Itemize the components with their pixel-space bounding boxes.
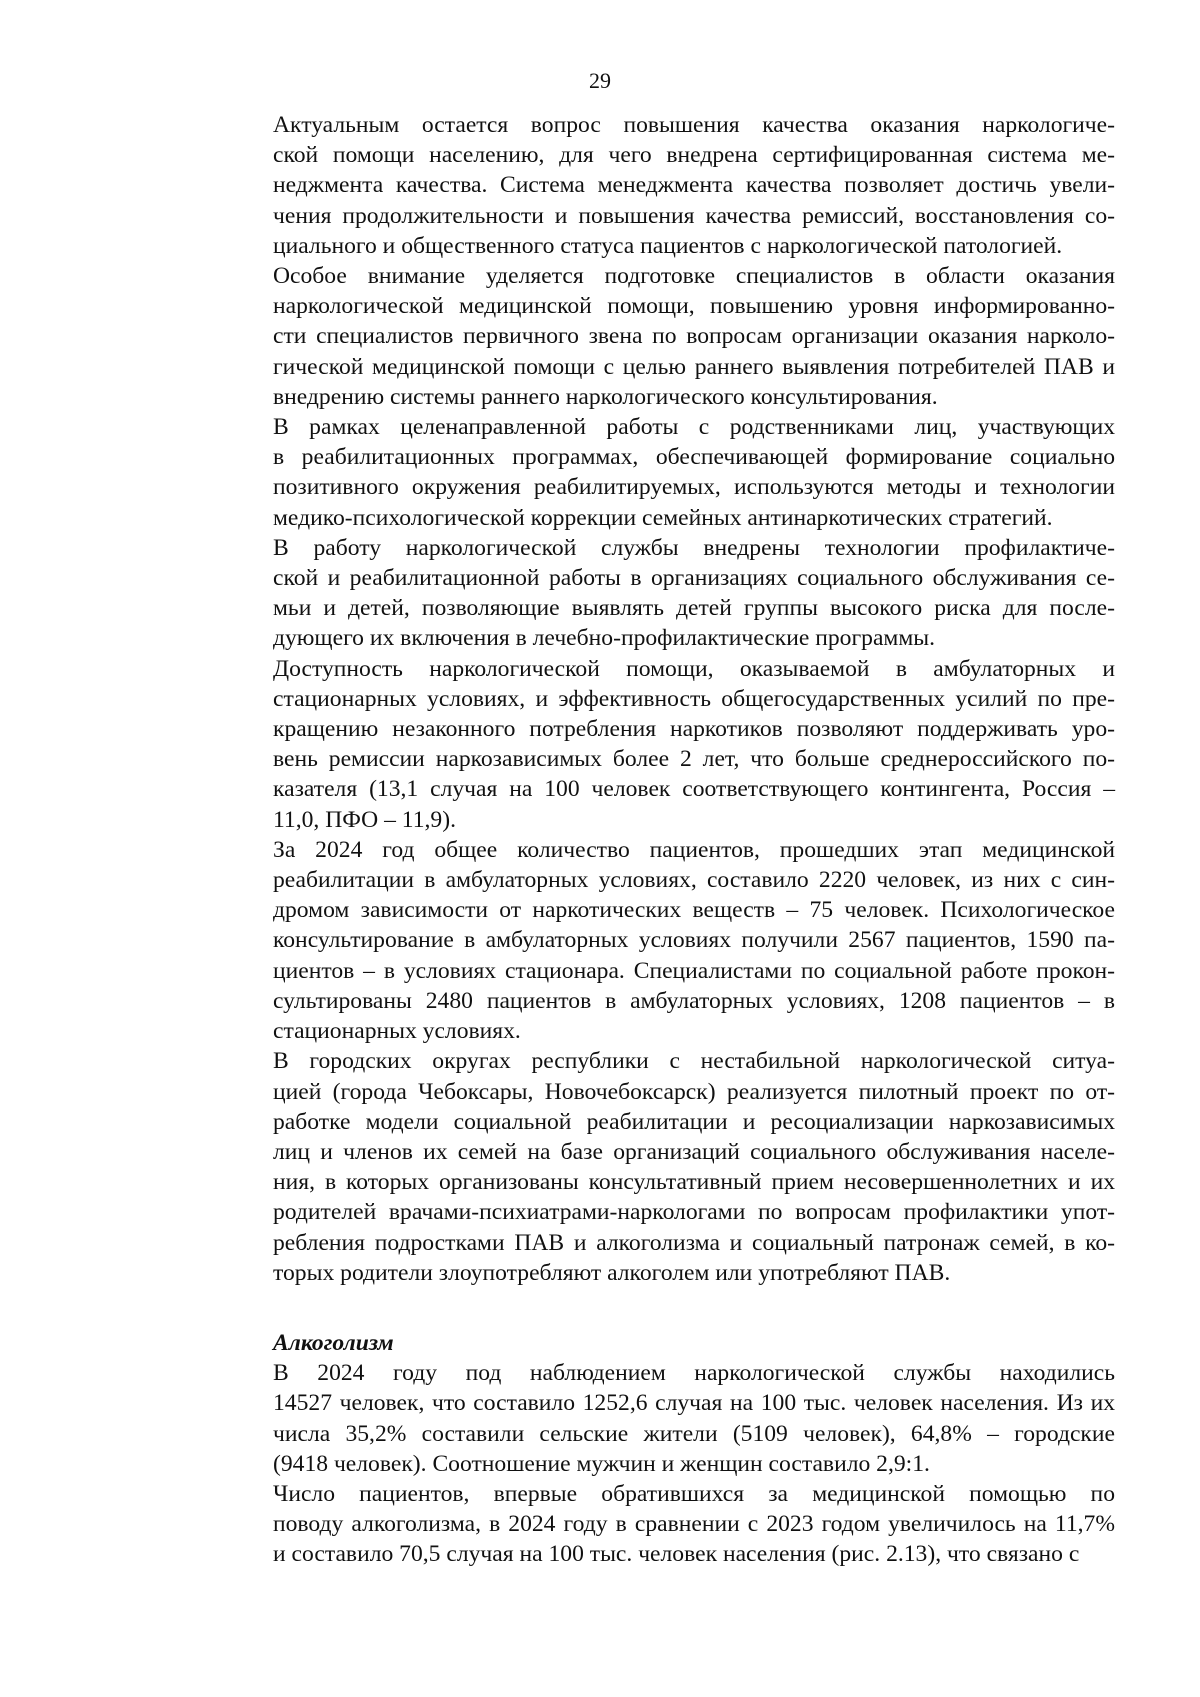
text-line: циентов – в условиях стационара. Специалистами по социальной работе прокон- (273, 957, 1115, 984)
text-line: ния, в которых организованы консультативный прием несовершеннолетних и их (273, 1169, 1115, 1196)
text-line: Особое внимание уделяется подготовке специалистов в области оказания (273, 263, 1115, 290)
text-line: 11,0, ПФО – 11,9). (273, 806, 456, 833)
text-line: 14527 человек, что составило 1252,6 случая на 100 тыс. человек населения. Из их (273, 1390, 1115, 1417)
text-line: В работу наркологической службы внедрены технологии профилактиче- (273, 534, 1115, 561)
text-line: работке модели социальной реабилитации и ресоциализации наркозависимых (273, 1108, 1115, 1135)
page-number: 29 (589, 68, 611, 93)
paragraph (203, 1479, 1115, 1570)
text-line: ребления подростками ПАВ и алкоголизма и социальный патронаж семей, в ко- (273, 1229, 1115, 1256)
text-line: реабилитации в амбулаторных условиях, составило 2220 человек, из них с син- (273, 867, 1115, 894)
text-line: дромом зависимости от наркотических веществ – 75 человек. Психологическое (273, 897, 1115, 924)
text-line: родителей врачами-психиатрами-наркологами по вопросам профилактики упот- (273, 1199, 1115, 1226)
text-line: В 2024 году под наблюдением наркологической службы находились (273, 1360, 1115, 1387)
text-line: ской помощи населению, для чего внедрена сертифицированная система ме- (273, 142, 1115, 169)
text-line: медико-психологической коррекции семейных антинаркотических стратегий. (273, 504, 1053, 531)
body-text (203, 110, 1115, 1570)
text-line: цией (города Чебоксары, Новочебоксарск) реализуется пилотный проект по от- (273, 1078, 1115, 1105)
text-line: сти специалистов первичного звена по вопросам организации оказания нарколо- (273, 323, 1115, 350)
text-line: стационарных условиях, и эффективность общегосударственных усилий по пре- (273, 685, 1115, 712)
paragraph (203, 110, 1115, 261)
text-line: В рамках целенаправленной работы с родственниками лиц, участвующих (273, 414, 1115, 441)
text-line: внедрению системы раннего наркологического консультирования. (273, 383, 938, 410)
text-line: торых родители злоупотребляют алкоголем или употребляют ПАВ. (273, 1259, 951, 1286)
text-line: числа 35,2% составили сельские жители (5109 человек), 64,8% – городские (273, 1420, 1115, 1447)
paragraph (203, 1358, 1115, 1479)
text-line: дующего их включения в лечебно-профилактические программы. (273, 625, 936, 652)
text-line: консультирование в амбулаторных условиях получили 2567 пациентов, 1590 па- (273, 927, 1115, 954)
text-line: Число пациентов, впервые обратившихся за медицинской помощью по (273, 1480, 1115, 1507)
paragraph (203, 1046, 1115, 1288)
text-line: За 2024 год общее количество пациентов, прошедших этап медицинской (273, 836, 1115, 863)
text-line: циального и общественного статуса пациентов с наркологической патологией. (273, 232, 1063, 259)
paragraph (203, 835, 1115, 1046)
text-line: поводу алкоголизма, в 2024 году в сравнении с 2023 годом увеличилось на 11,7% (273, 1511, 1115, 1538)
text-line: сультированы 2480 пациентов в амбулаторных условиях, 1208 пациентов – в (273, 987, 1115, 1014)
text-line: мьи и детей, позволяющие выявлять детей группы высокого риска для после- (273, 595, 1115, 622)
text-line: Доступность наркологической помощи, оказываемой в амбулаторных и (273, 655, 1115, 682)
text-line: наркологической медицинской помощи, повышению уровня информированно- (273, 293, 1115, 320)
paragraphs-after (203, 1358, 1115, 1569)
text-line: казателя (13,1 случая на 100 человек соответствующего контингента, Россия – (273, 776, 1115, 803)
text-line: в реабилитационных программах, обеспечивающей формирование социально (273, 444, 1115, 471)
section-heading: Алкоголизм (273, 1329, 394, 1356)
text-line: и составило 70,5 случая на 100 тыс. человек населения (рис. 2.13), что связано с (273, 1541, 1080, 1568)
text-line: стационарных условиях. (273, 1018, 521, 1045)
text-line: позитивного окружения реабилитируемых, используются методы и технологии (273, 474, 1115, 501)
text-line: ской и реабилитационной работы в организациях социального обслуживания се- (273, 565, 1115, 592)
text-line: Актуальным остается вопрос повышения качества оказания наркологиче- (273, 112, 1115, 138)
text-line: гической медицинской помощи с целью раннего выявления потребителей ПАВ и (273, 353, 1115, 380)
text-line: кращению незаконного потребления наркотиков позволяют поддерживать уро- (273, 716, 1115, 743)
text-line: неджмента качества. Система менеджмента качества позволяет достичь увели- (273, 172, 1115, 199)
text-line: чения продолжительности и повышения качества ремиссий, восстановления со- (273, 202, 1115, 229)
paragraph (203, 654, 1115, 835)
text-line: (9418 человек). Соотношение мужчин и женщин составило 2,9:1. (273, 1450, 930, 1477)
paragraph (203, 412, 1115, 533)
text-line: лиц и членов их семей на базе организаций социального обслуживания населе- (273, 1138, 1115, 1165)
text-line: В городских округах республики с нестабильной наркологической ситуа- (273, 1048, 1115, 1075)
paragraphs-before (203, 110, 1115, 1288)
text-line: вень ремиссии наркозависимых более 2 лет, что больше среднероссийского по- (273, 746, 1115, 773)
paragraph (203, 533, 1115, 654)
paragraph (203, 261, 1115, 412)
